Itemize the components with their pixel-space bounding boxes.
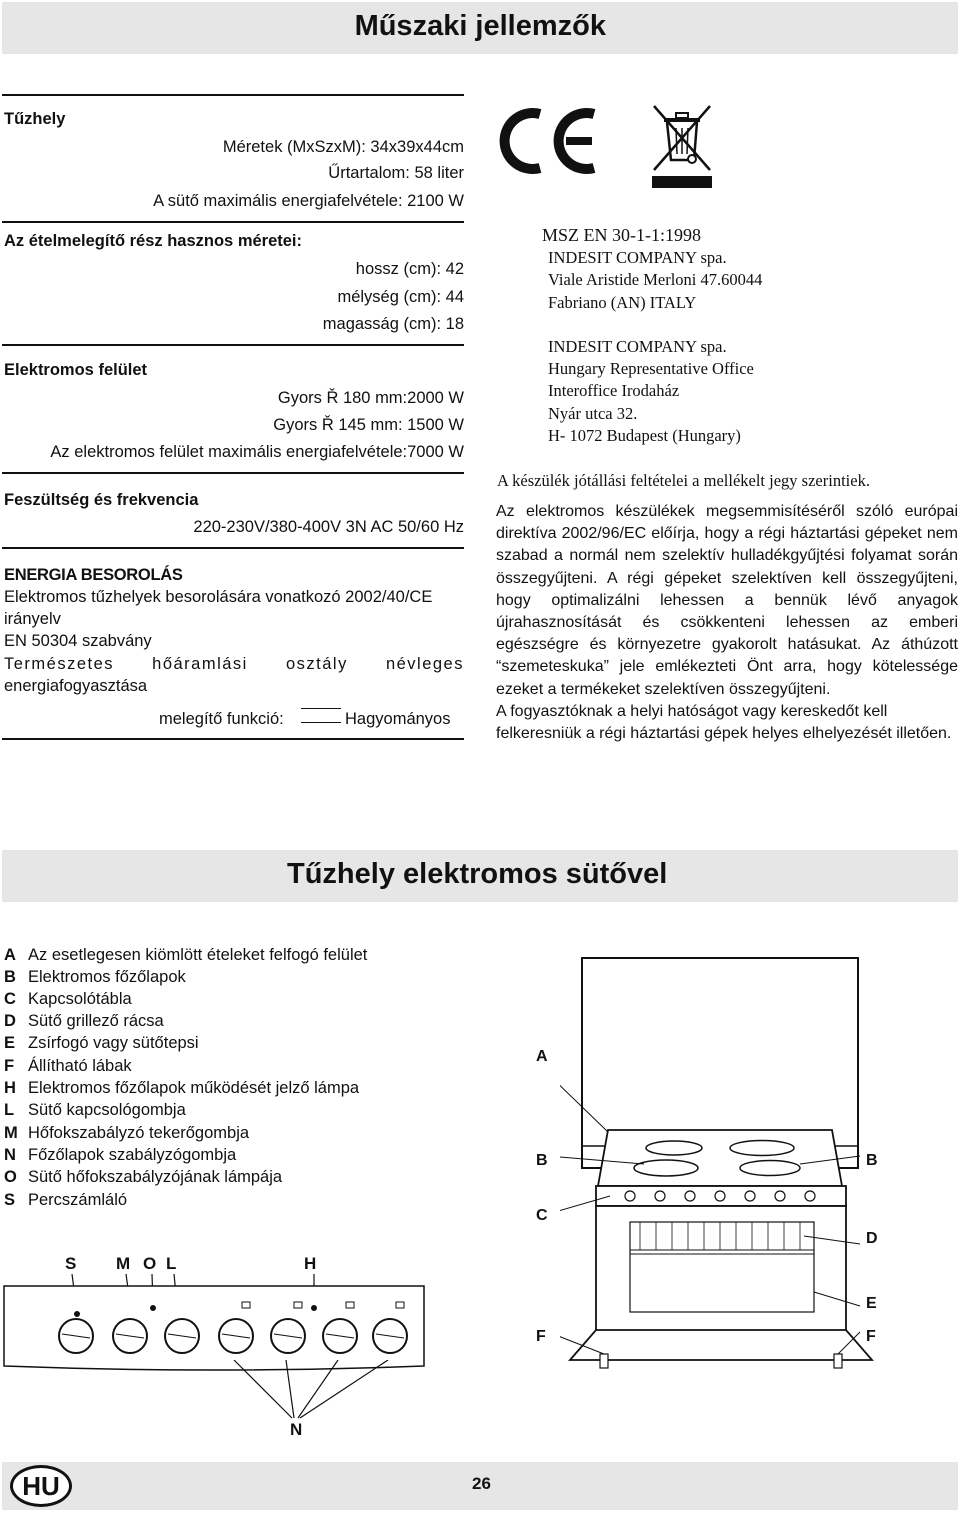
address-1: Viale Aristide Merloni 47.60044: [548, 270, 763, 289]
energy-heading: ENERGIA BESOROLÁS: [4, 566, 183, 584]
spec-divider: [2, 221, 464, 223]
language-code: HU: [22, 1471, 60, 1501]
company-2: INDESIT COMPANY spa.: [548, 337, 727, 356]
electric-heading: Elektromos felület: [4, 361, 148, 379]
legend-item: B Elektromos főzőlapok: [4, 968, 186, 986]
building: Interoffice Irodaház: [548, 381, 680, 400]
section-title: Tűzhely elektromos sütővel: [287, 858, 668, 890]
heating-label: melegítő funkció:: [159, 710, 284, 728]
legend-item: F Állítható lábak: [4, 1057, 132, 1075]
heating-box: [301, 708, 341, 723]
panel-label-o: O: [143, 1254, 157, 1273]
surface-max-power: Az elektromos felület maximális energiafelvétele:7000 W: [50, 443, 464, 461]
energy-line-2: irányelv: [4, 610, 61, 628]
natural-word: osztály: [285, 655, 348, 673]
heating-value: Hagyományos: [345, 710, 451, 728]
legend-item: A Az esetlegesen kiömlött ételeket felfogó felület: [4, 946, 368, 964]
legend-item: E Zsírfogó vagy sütőtepsi: [4, 1034, 199, 1052]
panel-label-s: S: [65, 1254, 77, 1273]
legend-item: N Főzőlapok szabályzógombja: [4, 1146, 237, 1164]
panel-label-m: M: [116, 1254, 131, 1273]
dimensions: Méretek (MxSzxM): 34x39x44cm: [222, 138, 464, 156]
energy-line-1: Elektromos tűzhelyek besorolására vonatkozó 2002/40/CE: [4, 588, 433, 606]
voltage-value: 220-230V/380-400V 3N AC 50/60 Hz: [193, 518, 464, 536]
spec-divider: [2, 472, 464, 474]
spec-divider-top: [2, 94, 464, 96]
page-title: Műszaki jellemzők: [354, 10, 606, 42]
natural-word: hőáramlási: [152, 655, 248, 673]
company-1: INDESIT COMPANY spa.: [548, 248, 727, 267]
legend-item: C Kapcsolótábla: [4, 990, 132, 1008]
language-badge: [10, 1465, 72, 1507]
weee-paragraph-1: Az elektromos készülékek megsemmisítéséről szóló európai direktíva 2002/96/EC előírja, hogy a régi háztartási gépeket nem szabad a normál nem szelektív hulladékgyűjtési folyamat során összegyűjteni. A régi gépeket szelektíven kell összegyűjteni, hogy optimalizálni lehessen a bennük lévő anyagok újrahasznosítását és csökkenteni lehessen az emberi egészségre és környezetre gyakorolt hatásukat. Az áthúzott “szemeteskuka” jele emlékezteti Önt arra, hogy kötelessége ezeket a termékeket szelektíven összegyűjteni.: [496, 503, 958, 698]
warmer-heading: Az ételmelegítő rész hasznos méretei:: [4, 232, 303, 250]
footer-band: [2, 1462, 958, 1510]
page-number: 26: [472, 1474, 491, 1493]
panel-label-h: H: [304, 1254, 317, 1273]
spec-divider-bottom: [2, 738, 464, 740]
city-2: H- 1072 Budapest (Hungary): [548, 426, 741, 445]
legend-item: M Hőfokszabályzó tekerőgombja: [4, 1124, 250, 1142]
energy-line-3: EN 50304 szabvány: [4, 632, 152, 650]
warranty-note: A készülék jótállási feltételei a mellékelt jegy szerintiek.: [497, 471, 870, 490]
oven-heading: Tűzhely: [4, 110, 66, 128]
panel-label-n: N: [290, 1420, 303, 1439]
oven-max-power: A sütő maximális energiafelvétele: 2100 W: [153, 192, 464, 210]
diagram-label-f: F: [536, 1328, 546, 1345]
warmer-length: hossz (cm): 42: [355, 260, 464, 278]
standard: MSZ EN 30-1-1:1998: [542, 225, 701, 245]
ce-mark-icon: [494, 106, 600, 176]
legend-item: S Percszámláló: [4, 1191, 128, 1209]
warmer-height: magasság (cm): 18: [322, 315, 464, 333]
panel-label-l: L: [166, 1254, 177, 1273]
legend-item: O Sütő hőfokszabályzójának lámpája: [4, 1168, 283, 1186]
spec-divider: [2, 547, 464, 549]
weee-paragraph-2: A fogyasztóknak a helyi hatóságot vagy kereskedőt kell felkeresniük a régi háztartási gépek helyes elhelyezését illetően.: [496, 702, 952, 743]
legend-item: L Sütő kapcsológombja: [4, 1101, 186, 1119]
diagram-label-c: C: [536, 1207, 548, 1224]
natural-line-2: energiafogyasztása: [4, 677, 148, 695]
section-band: [2, 850, 958, 902]
volume: Űrtartalom: 58 liter: [328, 164, 464, 182]
street: Nyár utca 32.: [548, 404, 638, 423]
spec-divider: [2, 344, 464, 346]
office: Hungary Representative Office: [548, 359, 754, 378]
weee-text: [496, 501, 958, 745]
rapid-145: Gyors Ř 145 mm: 1500 W: [273, 416, 464, 434]
legend-item: H Elektromos főzőlapok működését jelző lámpa: [4, 1079, 360, 1097]
diagram-label-a: A: [536, 1048, 548, 1065]
diagram-label-b: B: [866, 1152, 878, 1169]
city-1: Fabriano (AN) ITALY: [548, 293, 697, 312]
natural-word: névleges: [385, 655, 464, 673]
panel-n-pointer: [230, 1360, 400, 1422]
voltage-heading: Feszültség és frekvencia: [4, 491, 199, 509]
natural-word: Természetes: [4, 655, 115, 673]
diagram-label-e: E: [866, 1295, 877, 1312]
header-band: [2, 2, 958, 54]
rapid-180: Gyors Ř 180 mm:2000 W: [277, 389, 464, 407]
diagram-label-f: F: [866, 1328, 876, 1345]
diagram-label-d: D: [866, 1230, 878, 1247]
natural-line: [4, 653, 464, 675]
warmer-depth: mélység (cm): 44: [337, 288, 464, 306]
crossed-bin-icon: [650, 104, 714, 190]
cooker-diagram: [560, 950, 880, 1380]
legend-item: D Sütő grillező rácsa: [4, 1012, 164, 1030]
diagram-label-b: B: [536, 1152, 548, 1169]
